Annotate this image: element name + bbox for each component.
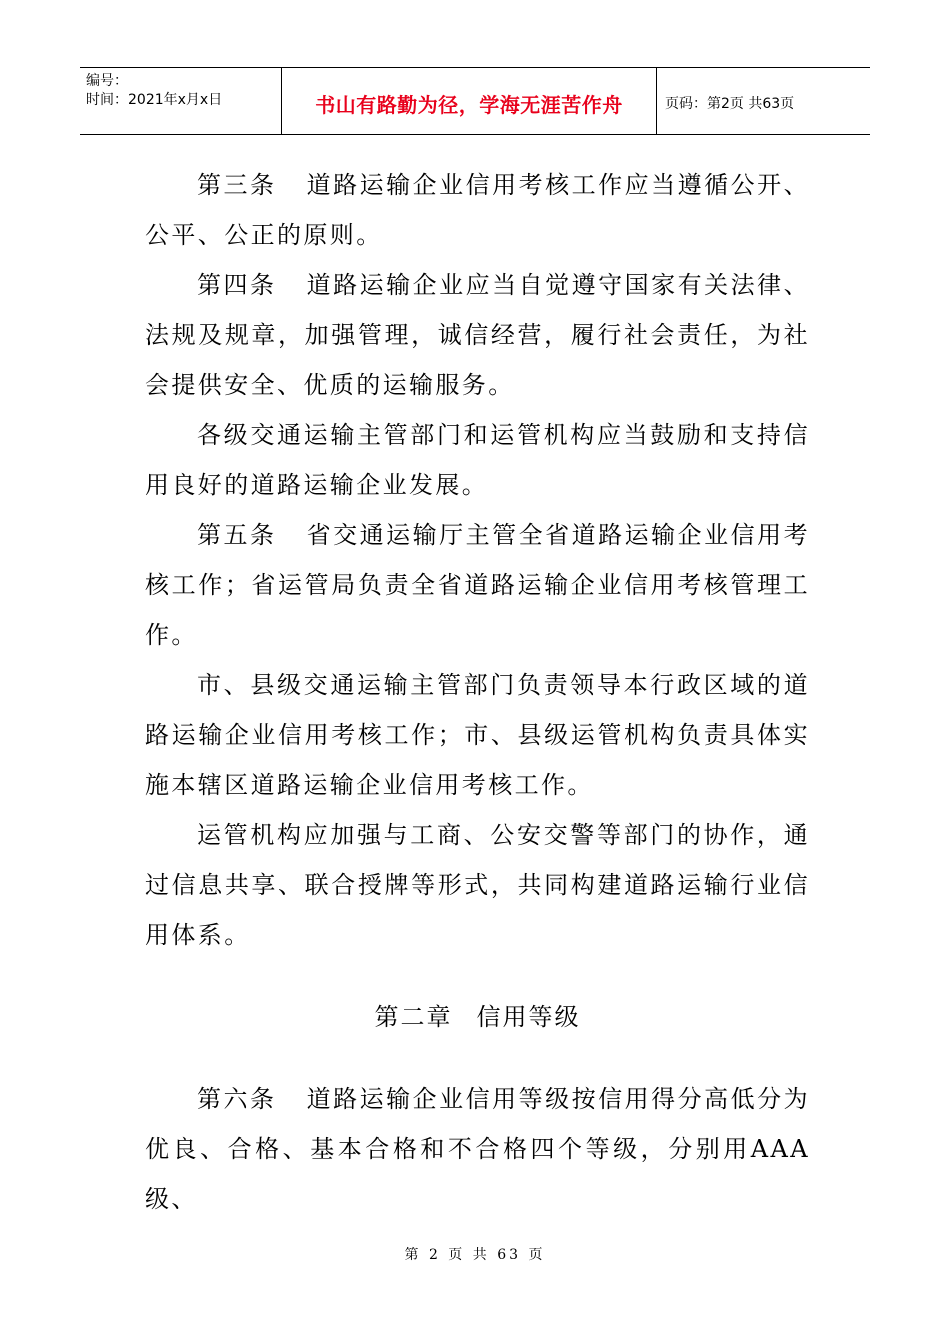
article-number: 第四条 [197,271,277,299]
article-paragraph [145,810,810,960]
chapter-heading [145,992,810,1042]
document-number: 编号： [86,73,128,89]
document-date: 时间：2021年x月x日 [86,92,223,108]
article-paragraph [145,160,810,260]
article-text: 道路运输企业信用等级按信用得分高低分为优良、合格、基本合格和不合格四个等级，分别用AAA级、 [145,1085,810,1213]
article-text: 道路运输企业信用考核工作应当遵循公开、公平、公正的原则。 [145,171,810,249]
document-body [145,160,810,1224]
chapter-title: 信用等级 [476,1003,581,1031]
article-text: 省交通运输厅主管全省道路运输企业信用考核工作；省运管局负责全省道路运输企业信用考核管理工作。 [145,521,810,649]
article-number: 第五条 [197,521,277,549]
chapter-number: 第二章 [374,1003,453,1031]
article-paragraph [145,1074,810,1224]
article-paragraph [145,260,810,410]
articles-section [145,160,810,960]
article-paragraph [145,510,810,660]
article-text: 道路运输企业应当自觉遵守国家有关法律、法规及规章，加强管理，诚信经营，履行社会责任，为社会提供安全、优质的运输服务。 [145,271,810,399]
article-number: 第三条 [197,171,277,199]
header-motto: 书山有路勤为径，学海无涯苦作舟 [282,68,657,134]
article-number: 第六条 [197,1085,277,1113]
article-paragraph [145,660,810,810]
article-paragraph [145,410,810,510]
article-text: 运管机构应加强与工商、公安交警等部门的协作，通过信息共享、联合授牌等形式，共同构建道路运输行业信用体系。 [145,821,810,949]
page-header [80,67,870,135]
article-text: 各级交通运输主管部门和运管机构应当鼓励和支持信用良好的道路运输企业发展。 [145,421,810,499]
articles-section-2 [145,1074,810,1224]
article-text: 市、县级交通运输主管部门负责领导本行政区域的道路运输企业信用考核工作；市、县级运管机构负责具体实施本辖区道路运输企业信用考核工作。 [145,671,810,799]
page-footer: 第 2 页 共 63 页 [404,1247,546,1263]
header-meta [80,68,282,134]
header-page-number: 页码：第2页 共63页 [665,96,795,112]
